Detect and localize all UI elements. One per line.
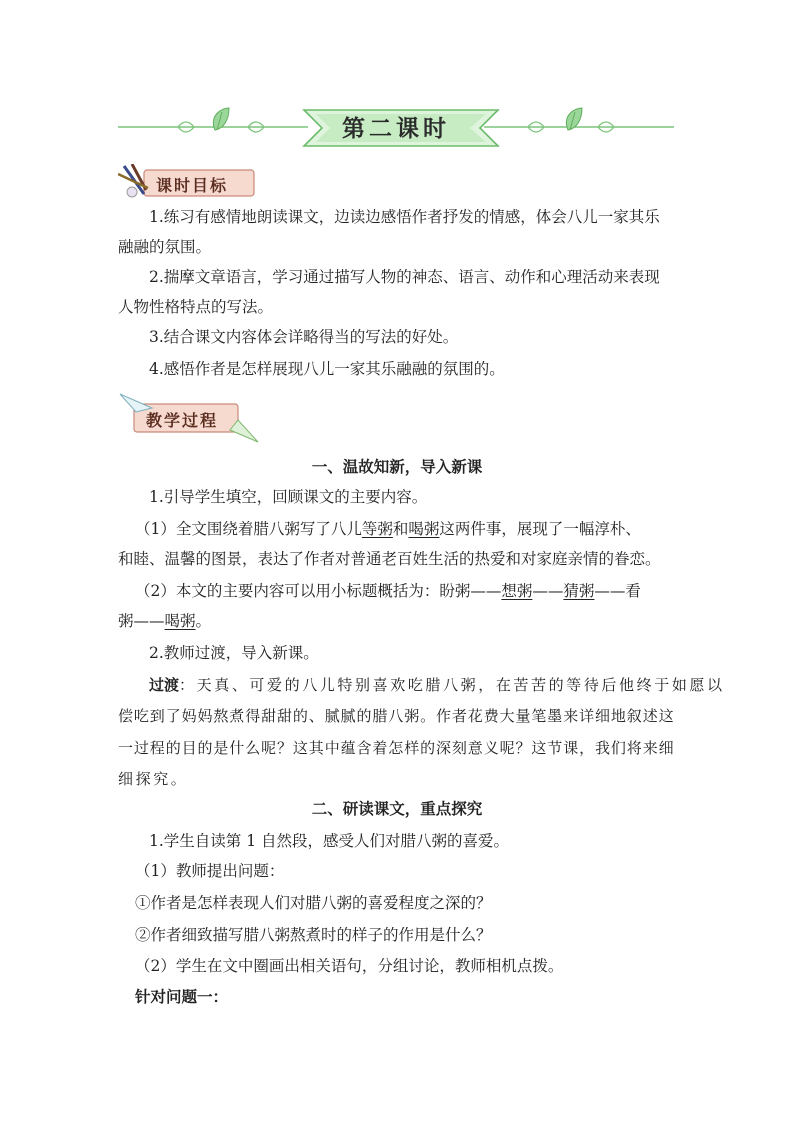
objective-2-line-1: 2.揣摩文章语言，学习通过描写人物的神态、语言、动作和心理活动来表现: [149, 268, 660, 286]
focus-heading: 针对问题一：: [135, 987, 229, 1006]
question-2-line-1: （2）本文的主要内容可以用小标题概括为：盼粥——想粥——猜粥——看: [135, 582, 641, 600]
title-banner: [118, 100, 674, 152]
question-b: ②作者细致描写腊八粥熬煮时的样子的作用是什么？: [135, 926, 492, 944]
section-2-sub-1: （1）教师提出问题：: [135, 862, 285, 880]
objective-4: 4.感悟作者是怎样展现八儿一家其乐融融的氛围的。: [149, 360, 505, 378]
question-2-line-2: 粥——喝粥。: [118, 612, 212, 630]
fill-blank: 喝粥: [408, 520, 440, 538]
question-a: ①作者是怎样表现人们对腊八粥的喜爱程度之深的？: [135, 894, 492, 912]
process-badge-label: 教学过程: [146, 411, 219, 430]
transition-line-1: 过渡：天真、可爱的八儿特别喜欢吃腊八粥，在苦苦的等待后他终于如愿以: [149, 676, 725, 694]
process-badge: [118, 390, 260, 446]
section-1-step-1: 1.引导学生填空，回顾课文的主要内容。: [149, 488, 428, 506]
objectives-badge-label: 课时目标: [156, 176, 229, 195]
section-2-step-1: 1.学生自读第 1 自然段，感受人们对腊八粥的喜爱。: [149, 832, 510, 850]
objective-2-line-2: 人物性格特点的写法。: [118, 298, 274, 316]
transition-line-3: 一过程的目的是什么呢？这其中蕴含着怎样的深刻意义呢？这节课，我们将来细: [118, 739, 675, 757]
objective-3: 3.结合课文内容体会详略得当的写法的好处。: [149, 328, 459, 346]
section-2-sub-2: （2）学生在文中圈画出相关语句，分组讨论，教师相机点拨。: [135, 957, 564, 975]
fill-blank: 猜粥: [563, 582, 595, 600]
question-1-line-2: 和睦、温馨的图景，表达了作者对普通老百姓生活的热爱和对家庭亲情的眷恋。: [118, 550, 661, 568]
section-1-heading: 一、温故知新，导入新课: [311, 457, 483, 476]
objectives-badge: [118, 164, 258, 200]
lesson-title: 第二课时: [342, 115, 450, 142]
transition-label: 过渡: [149, 676, 180, 694]
section-1-step-2: 2.教师过渡，导入新课。: [149, 644, 319, 662]
fill-blank: 喝粥: [164, 612, 196, 630]
question-1-line-1: （1）全文围绕着腊八粥写了八儿等粥和喝粥这两件事，展现了一幅淳朴、: [135, 520, 641, 538]
fill-blank: 想粥: [501, 582, 533, 600]
transition-line-4: 细探究。: [118, 770, 189, 788]
fill-blank: 等粥: [361, 520, 393, 538]
objective-1-line-2: 融融的氛围。: [118, 238, 212, 256]
objective-1-line-1: 1.练习有感情地朗读课文，边读边感悟作者抒发的情感，体会八儿一家其乐: [149, 208, 660, 226]
section-2-heading: 二、研读课文，重点探究: [311, 799, 483, 818]
transition-line-2: 偿吃到了妈妈熬煮得甜甜的、腻腻的腊八粥。作者花费大量笔墨来详细地叙述这: [118, 707, 675, 725]
